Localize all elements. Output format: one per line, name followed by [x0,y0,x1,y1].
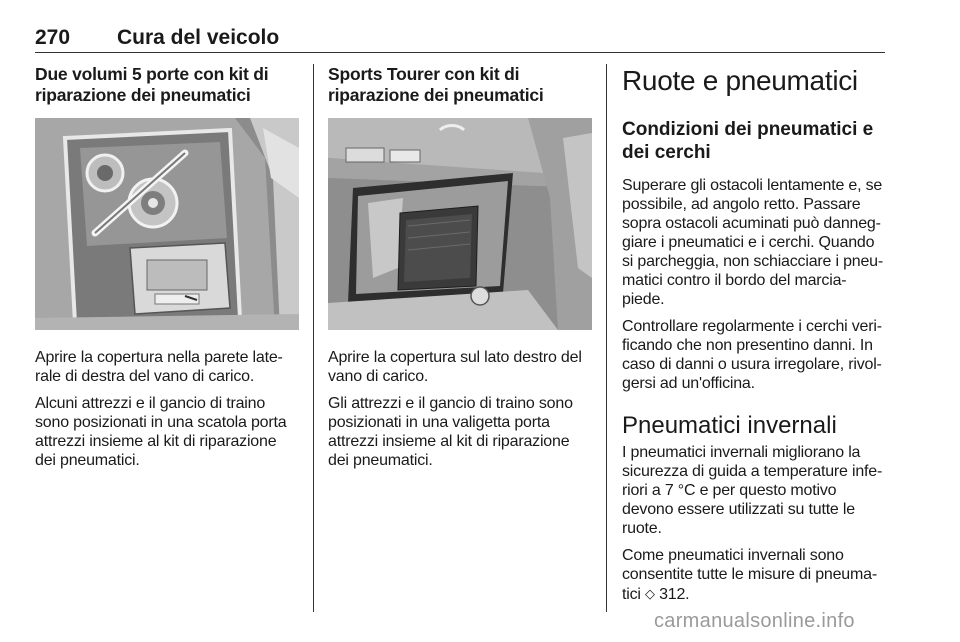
column-wheels-tyres [622,64,888,604]
page-header [35,26,885,53]
watermark: carmanualsonline.info [654,610,855,632]
page-reference-arrow-icon: ◇ [645,586,655,601]
wheels-tyres-title: Ruote e pneumatici [622,65,858,96]
hatchback-heading: Due volumi 5 porte con kit di riparazione dei pneumatici [35,64,269,105]
winter-tyres-heading: Pneumatici invernali [622,412,837,439]
sports-tourer-paragraph-2: Gli attrezzi e il gancio di traino sono posizionati in una valigetta porta attrezzi insieme al kit di riparazione dei pneumatici. [328,395,573,469]
winter-tyres-paragraph-2-text: Come pneumatici invernali sono consentite tutte le misure di pneuma-tici [622,547,877,603]
winter-tyres-paragraph-2 [622,546,888,604]
tyre-condition-paragraph-1: Superare gli ostacoli lentamente e, se possibile, ad angolo retto. Passare sopra ostacoli acuminati può danneg-giare i pneumatici e i cerchi. Quando si parcheggia, non schiacciare i pneu-matici contro il bordo del marcia-piede. [622,177,884,308]
column-sports-tourer [328,64,592,470]
tyre-condition-heading: Condizioni dei pneumatici e dei cerchi [622,119,874,163]
column-divider [313,64,314,612]
sports-tourer-paragraph-1: Aprire la copertura sul lato destro del vano di carico. [328,349,582,385]
page-number: 270 [35,26,71,49]
column-hatchback [35,64,299,470]
sports-tourer-cargo-illustration [328,118,592,330]
tyre-condition-paragraph-2: Controllare regolarmente i cerchi veri-ficando che non presentino danni. In caso di danni o usura irregolare, rivol-gersi ad un'officina. [622,318,882,392]
hatchback-cargo-illustration [35,118,299,330]
sports-tourer-heading: Sports Tourer con kit di riparazione dei pneumatici [328,64,544,105]
hatchback-paragraph-1: Aprire la copertura nella parete late-rale di destra del vano di carico. [35,349,283,385]
winter-tyres-paragraph-1: I pneumatici invernali migliorano la sicurezza di guida a temperature infe-riori a 7 °C e per questo motivo devono essere utilizzati su tutte le ruote. [622,444,883,537]
page-reference-link[interactable]: 312. [659,586,690,603]
hatchback-paragraph-2: Alcuni attrezzi e il gancio di traino sono posizionati in una scatola porta attrezzi insieme al kit di riparazione dei pneumatici. [35,395,287,469]
chapter-title: Cura del veicolo [117,26,280,49]
column-divider [606,64,607,612]
